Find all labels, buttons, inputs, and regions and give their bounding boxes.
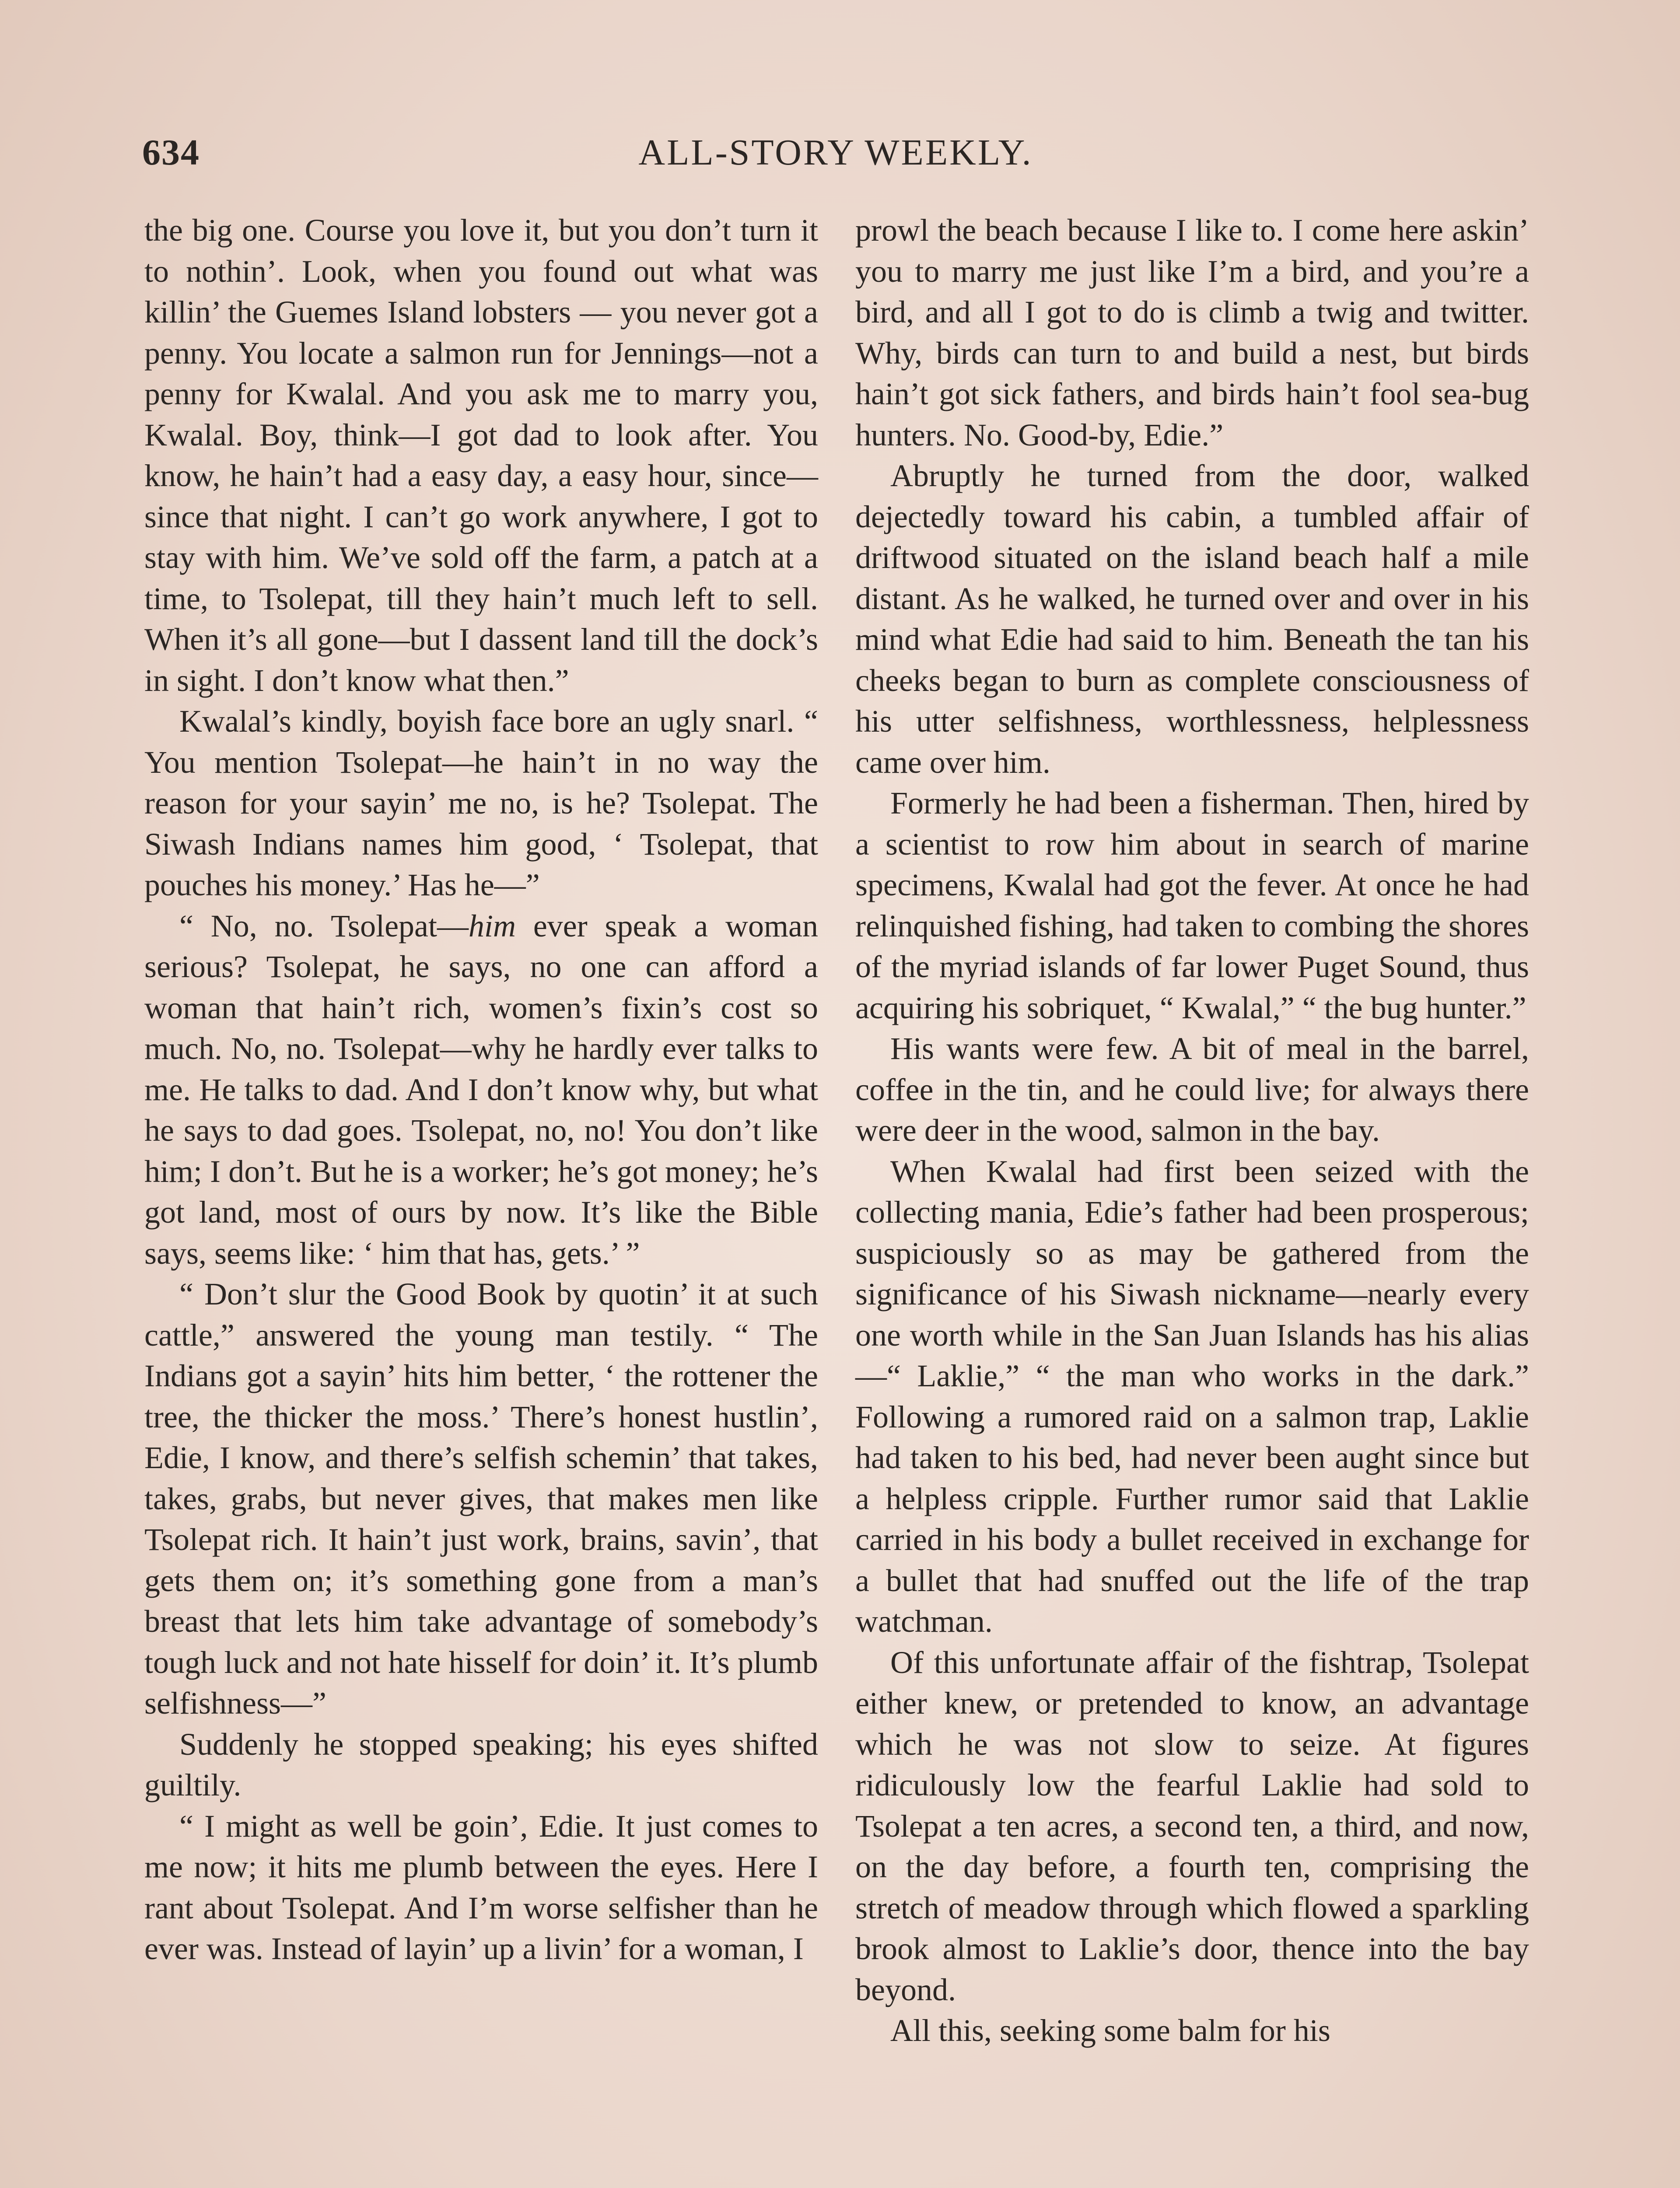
paragraph: Abruptly he turned from the door, walked dejectedly toward his cabin, a tumbled affair of driftwood situated on the island beach half a mile distant. As he walked, he turned over and over in his mind what Edie had said to him. Beneath the tan his cheeks began to burn as complete consciousness of his utter selfishness, worthlessness, helplessness came over him. [855,458,1529,780]
paragraph: Kwalal’s kindly, boyish face bore an ugly snarl. “ You mention Tsolepat—he hain’t in no way the reason for your sayin’ me no, is he? Tsolepat. The Siwash Indians names him good, ‘ Tsolepat, that pouches his money.’ Has he—” [144,704,818,902]
page-header [142,131,1529,188]
paragraph: prowl the beach because I like to. I come here askin’ you to marry me just like I’m a bird, and you’re a bird, and all I got to do is climb a twig and twitter. Why, birds can turn to and build a nest, but birds hain’t got sick fathers, and birds hain’t fool sea-bug hunters. No. Good-by, Edie.” [855,213,1529,452]
left-column [144,210,818,1970]
right-column [855,210,1529,2051]
italic-text: him [469,908,516,943]
paragraph [144,906,818,1274]
running-head: ALL-STORY WEEKLY. [638,132,1033,173]
paragraph: All this, seeking some balm for his [890,2013,1330,2048]
paragraph: the big one. Course you love it, but you don’t turn it to nothin’. Look, when you found out what was killin’ the Guemes Island lobsters — you never got a penny. You locate a salmon run for Jennings—not a penny for Kwalal. And you ask me to marry you, Kwalal. Boy, think—I got dad to look after. You know, he hain’t had a easy day, a easy hour, since—since that night. I can’t go work anywhere, I got to stay with him. We’ve sold off the farm, a patch at a time, to Tsolepat, till they hain’t much left to sell. When it’s all gone—but I dassent land till the dock’s in sight. I don’t know what then.” [144,213,818,698]
paragraph: “ I might as well be goin’, Edie. It just comes to me now; it hits me plumb between the eyes. Here I rant about Tsolepat. And I’m worse selfisher than he ever was. Instead of layin’ up a livin’ for a woman, I [144,1808,818,1966]
paragraph: When Kwalal had first been seized with the collecting mania, Edie’s father had been prosperous; suspiciously so as may be gathered from the significance of his Siwash nickname—nearly every one worth while in the San Juan Islands has his alias—“ Laklie,” “ the man who works in the dark.” Following a rumored raid on a salmon trap, Laklie had taken to his bed, had never been aught since but a helpless cripple. Further rumor said that Laklie carried in his body a bullet received in exchange for a bullet that had snuffed out the life of the trap watchman. [855,1154,1529,1639]
page-number: 634 [142,132,200,173]
paragraph: His wants were few. A bit of meal in the barrel, coffee in the tin, and he could live; for always there were deer in the wood, salmon in the bay. [855,1031,1529,1148]
paragraph: Formerly he had been a fisherman. Then, hired by a scientist to row him about in search of marine specimens, Kwalal had got the fever. At once he had relinquished fishing, had taken to combing the shores of the myriad islands of far lower Puget Sound, thus acquiring his sobriquet, “ Kwalal,” “ the bug hunter.” [855,785,1529,1025]
text-run: ever speak a woman serious? Tsolepat, he says, no one can afford a woman that hain’t rich, women’s fixin’s cost so much. No, no. Tsolepat—why he hardly ever talks to me. He talks to dad. And I don’t know why, but what he says to dad goes. Tsolepat, no, no! You don’t like him; I don’t. But he is a worker; he’s got money; he’s got land, most of ours by now. It’s like the Bible says, seems like: ‘ him that has, gets.’ ” [144,908,818,1271]
paragraph: Of this unfortunate affair of the fishtrap, Tsolepat either knew, or pretended to know, an advantage which he was not slow to seize. At figures ridiculously low the fearful Laklie had sold to Tsolepat a ten acres, a second ten, a third, and now, on the day before, a fourth ten, comprising the stretch of meadow through which flowed a sparkling brook almost to Laklie’s door, thence into the bay beyond. [855,1645,1529,2007]
paragraph: Suddenly he stopped speaking; his eyes shifted guiltily. [144,1726,818,1802]
paragraph: “ Don’t slur the Good Book by quotin’ it at such cattle,” answered the young man testily. “ The Indians got a sayin’ hits him better, ‘ the rottener the tree, the thicker the moss.’ There’s honest hustlin’, Edie, I know, and there’s selfish schemin’ that takes, takes, grabs, but never gives, that makes men like Tsolepat rich. It hain’t just work, brains, savin’, that gets them on; it’s something gone from a man’s breast that lets him take advantage of somebody’s tough luck and not hate hisself for doin’ it. It’s plumb selfishness—” [144,1276,818,1721]
text-run: “ No, no. Tsolepat— [179,908,469,943]
